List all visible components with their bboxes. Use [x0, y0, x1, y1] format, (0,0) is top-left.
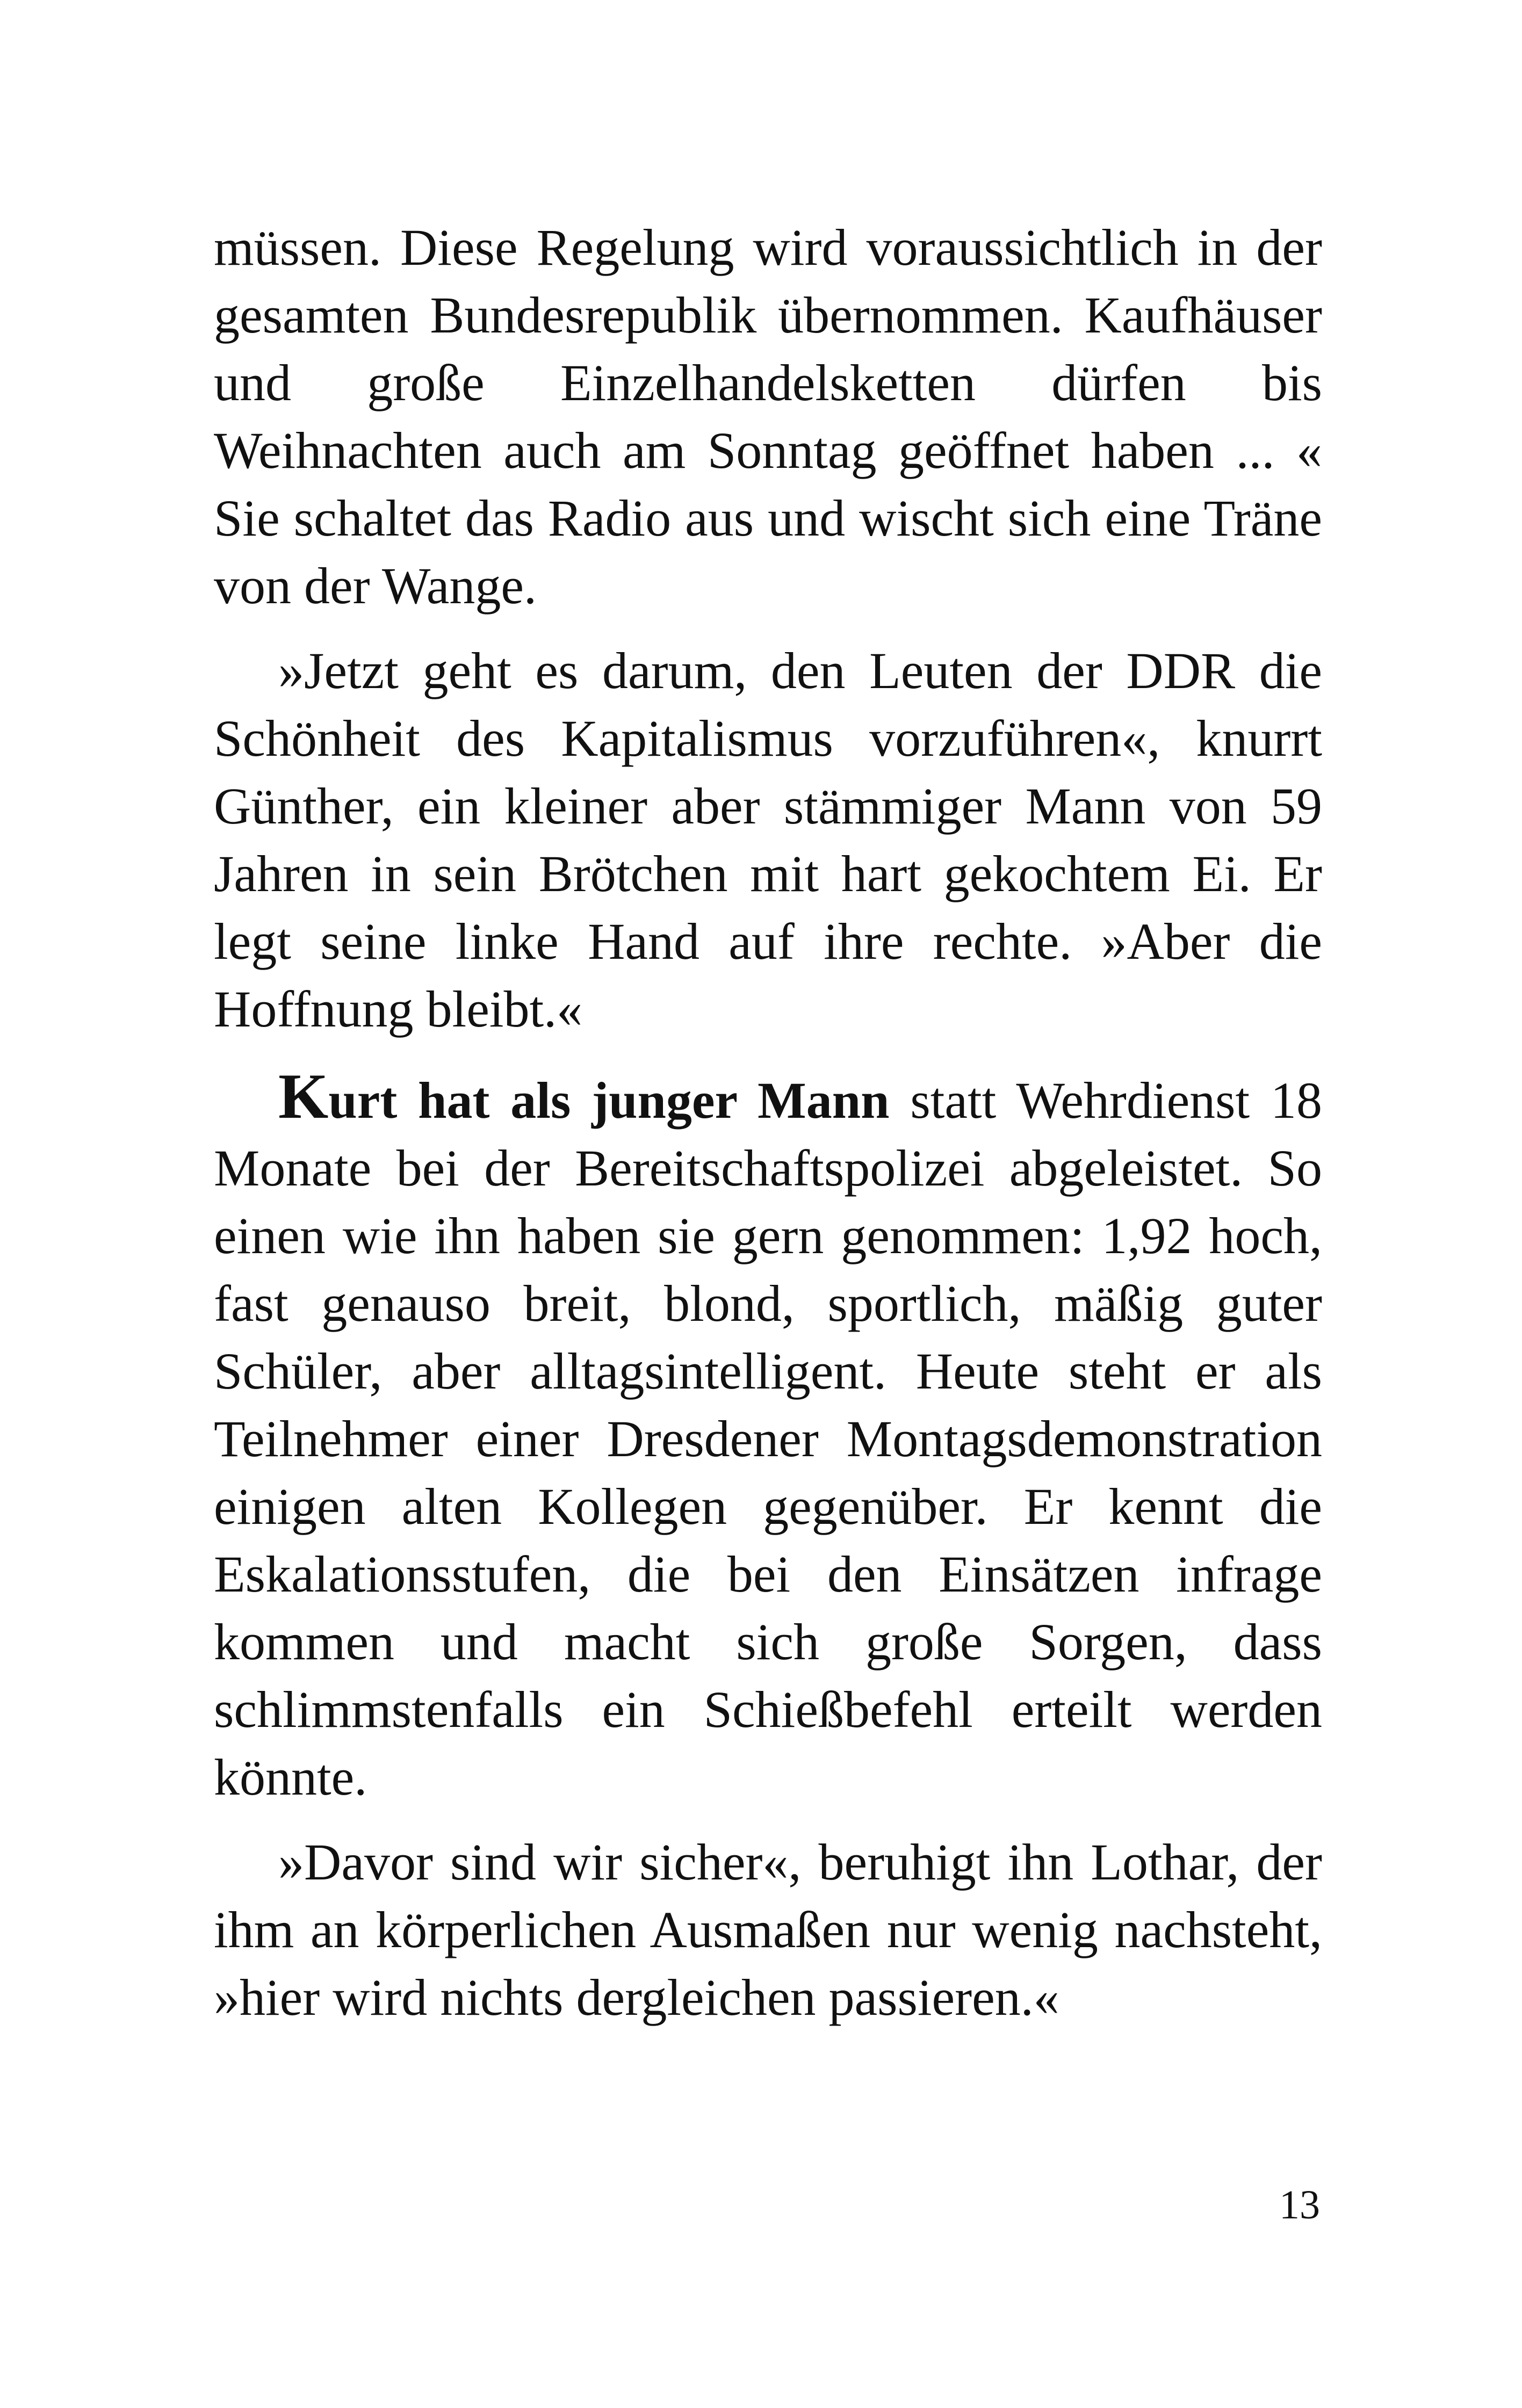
paragraph-1: müssen. Diese Regelung wird voraussichtlich in der gesamten Bundesrepublik übernommen. Kaufhäuser und große Einzelhandelsketten dürfen bis Weihnachten auch am Sonntag geöffnet haben ... « Sie schaltet das Radio aus und wischt sich eine Träne von der Wange.	[214, 219, 1322, 614]
section-lead-in-rest: urt hat als junger Mann	[328, 1072, 890, 1129]
paragraph-3	[214, 1062, 1322, 1811]
section-initial-letter: K	[278, 1060, 329, 1132]
text-section-top	[214, 214, 1322, 1043]
text-section-bottom	[214, 1062, 1322, 2031]
paragraph-2: »Jetzt geht es darum, den Leuten der DDR die Schönheit des Kapitalismus vorzuführen«, knurrt Günther, ein kleiner aber stämmiger Mann von 59 Jahren in sein Brötchen mit hart gekochtem Ei. Er legt seine linke Hand auf ihre rechte. »Aber die Hoffnung bleibt.«	[214, 642, 1322, 1038]
paragraph-3-body: statt Wehrdienst 18 Monate bei der Bereitschaftspolizei abgeleistet. So einen wie ihn haben sie gern genommen: 1,92 hoch, fast genauso breit, blond, sportlich, mäßig guter Schüler, aber alltagsintelligent. Heute steht er als Teilnehmer einer Dresdener Montagsdemonstration einigen alten Kollegen gegenüber. Er kennt die Eskalationsstufen, die bei den Einsätzen infrage kommen und macht sich große Sorgen, dass schlimmstenfalls ein Schießbefehl erteilt werden könnte.	[214, 1072, 1323, 1806]
paragraph-4: »Davor sind wir sicher«, beruhigt ihn Lothar, der ihm an körperlichen Ausmaßen nur wenig nachsteht, »hier wird nichts dergleichen passieren.«	[214, 1833, 1322, 2026]
page-number: 13	[1279, 2182, 1320, 2228]
section-lead-in	[278, 1060, 890, 1132]
